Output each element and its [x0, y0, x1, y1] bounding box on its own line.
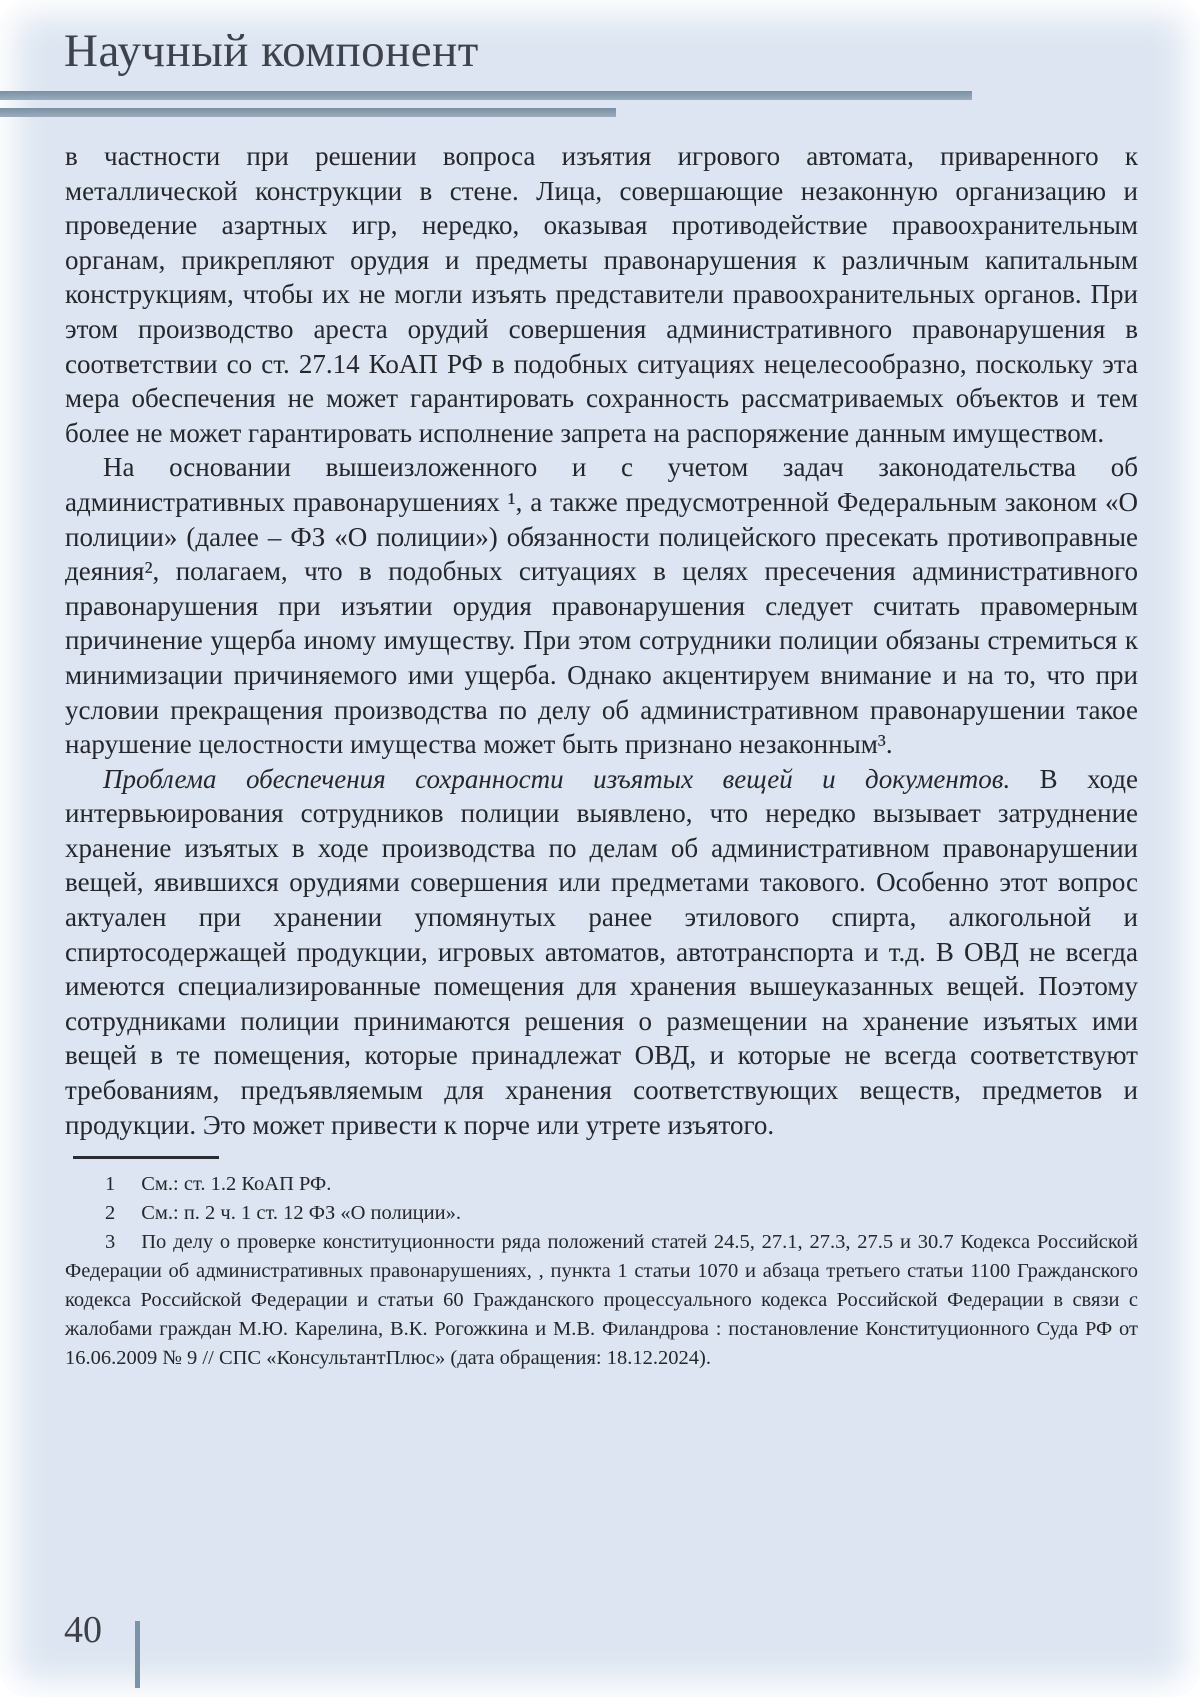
footnote-number: 3 — [105, 1231, 116, 1254]
paragraph-2 — [65, 450, 1138, 761]
article-body — [65, 139, 1138, 1373]
footnote-item — [65, 1228, 1138, 1373]
paragraph-1 — [65, 139, 1138, 450]
footnotes-block — [65, 1170, 1138, 1373]
footnote-number: 2 — [105, 1202, 116, 1225]
page-title: Научный компонент — [64, 25, 479, 77]
footnote-number: 1 — [105, 1173, 116, 1196]
footnote-text: См.: п. 2 ч. 1 ст. 12 ФЗ «О полиции». — [141, 1202, 461, 1225]
paragraph-3-text: В ходе интервьюирования сотрудников полиции выявлено, что нередко вызывает затруднение хранение изъятых в ходе производства по делам об административном правонарушении вещей, явившихся орудиями совершения или предметами такового. Особенно этот вопрос актуален при хранении упомянутых ранее этилового спирта, алкогольной и спиртосодержащей продукции, игровых автоматов, автотранспорта и т.д. В ОВД не всегда имеются специализированные помещения для хранения вышеуказанных вещей. Поэтому сотрудниками полиции принимаются решения о размещении на хранение изъятых ими вещей в те помещения, которые принадлежат ОВД, и которые не всегда соответствуют требованиям, предъявляемым для хранения соответствующих веществ, предметов и продукции. Это может привести к порче или утрете изъятого. — [65, 763, 1138, 1140]
header-rule-primary — [0, 91, 972, 100]
footnote-text: См.: ст. 1.2 КоАП РФ. — [141, 1173, 332, 1196]
header-rule-secondary — [0, 108, 616, 117]
footnote-text: По делу о проверке конституционности ряда положений статей 24.5, 27.1, 27.3, 27.5 и 30.7 Кодекса Российской Федерации об административных правонарушениях, , пункта 1 статьи 1070 и абзаца третьего статьи 1100 Гражданского кодекса Российской Федерации и статьи 60 Гражданского процессуального кодекса Российской Федерации в связи с жалобами граждан М.Ю. Карелина, В.К. Рогожкина и М.В. Филандрова : постановление Конституционного Суда РФ от 16.06.2009 № 9 // СПС «КонсультантПлюс» (дата обращения: 18.12.2024). — [65, 1231, 1138, 1370]
paragraph-3 — [65, 762, 1138, 1143]
paragraph-3-italic-lead: Проблема обеспечения сохранности изъятых вещей и документов. — [103, 763, 1011, 794]
page-number-rule — [135, 1621, 140, 1688]
paragraph-1-text: в частности при решении вопроса изъятия игрового автомата, приваренного к металлической конструкции в стене. Лица, совершающие незаконную организацию и проведение азартных игр, нередко, оказывая противодействие правоохранительным органам, прикрепляют орудия и предметы правонарушения к различным капитальным конструкциям, чтобы их не могли изъять представители правоохранительных органов. При этом производство ареста орудий совершения административного правонарушения в соответствии со ст. 27.14 КоАП РФ в подобных ситуациях нецелесообразно, поскольку эта мера обеспечения не может гарантировать сохранность рассматриваемых объектов и тем более не может гарантировать исполнение запрета на распоряжение данным имуществом. — [65, 141, 1138, 448]
page-number: 40 — [64, 1609, 102, 1651]
paragraph-2-text: На основании вышеизложенного и с учетом задач законодательства об административных правонарушениях ¹, а также предусмотренной Федеральным законом «О полиции» (далее – ФЗ «О полиции») обязанности полицейского пресекать противоправные деяния², полагаем, что в подобных ситуациях в целях пресечения административного правонарушения при изъятии орудия правонарушения следует считать правомерным причинение ущерба иному имуществу. При этом сотрудники полиции обязаны стремиться к минимизации причиняемого ими ущерба. Однако акцентируем внимание и на то, что при условии прекращения производства по делу об административном правонарушении такое нарушение целостности имущества может быть признано незаконным³. — [65, 452, 1138, 760]
footnote-item — [65, 1170, 1138, 1199]
footnote-separator — [73, 1156, 219, 1159]
footnote-item — [65, 1199, 1138, 1228]
